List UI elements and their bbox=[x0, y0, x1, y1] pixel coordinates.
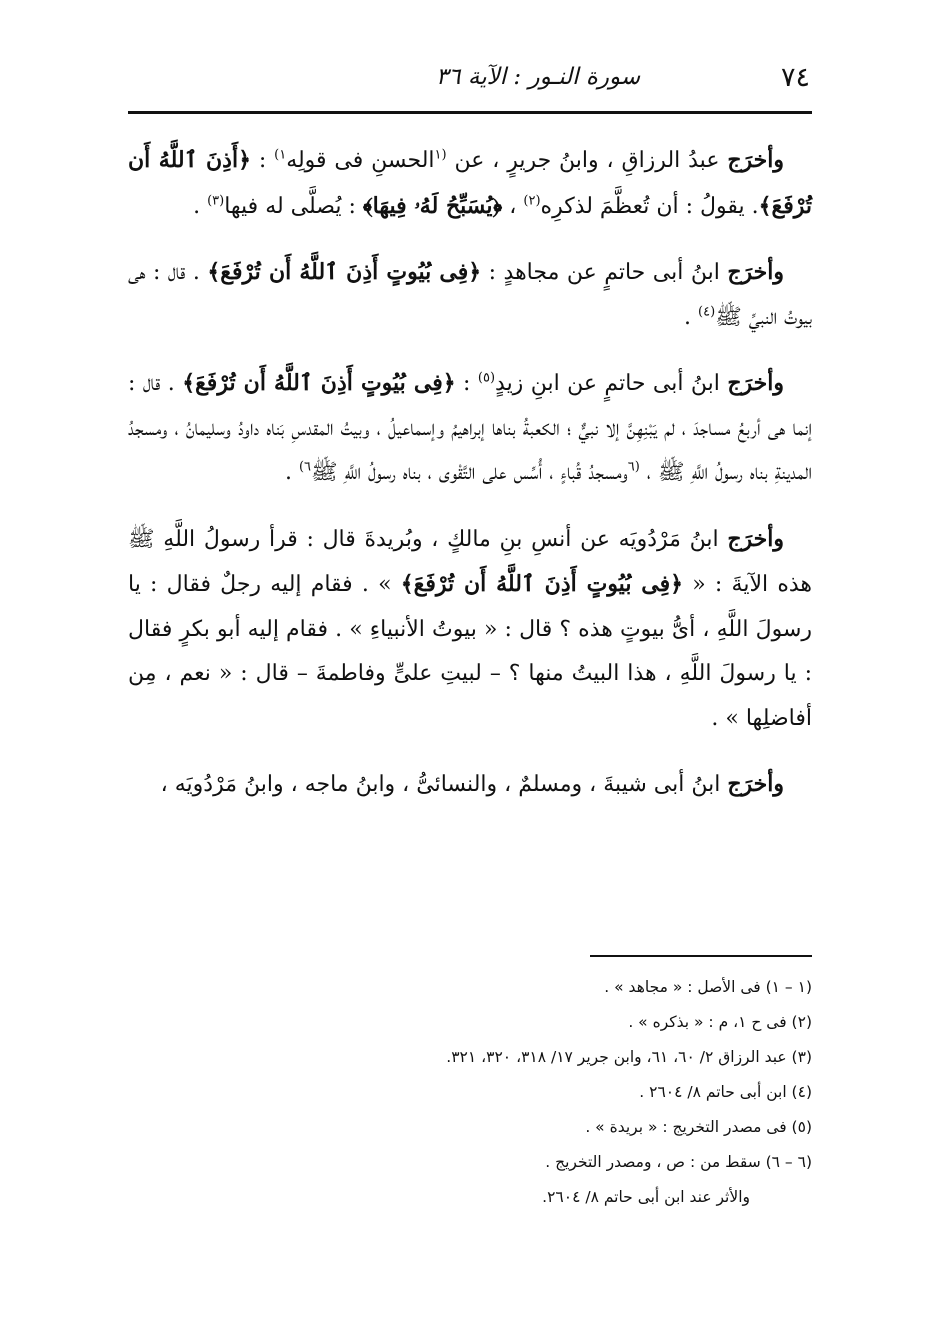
text-run: ابنُ أبى حاتمٍ عن مجاهدٍ : bbox=[481, 260, 728, 285]
main-text bbox=[128, 138, 812, 829]
footnote-5: (٥) فى مصدر التخريج : « بريدة » . bbox=[585, 1118, 812, 1136]
text-run: ابنُ مَرْدُويَه عن أنسِ بنِ مالكٍ ، وبُريدةَ قال : قرأ رسولُ اللَّهِ ﷺ هذه الآيةَ : « bbox=[128, 526, 812, 597]
paragraph-lead: وأخرَج bbox=[727, 370, 785, 396]
quran-quote: ﴿فِى بُيُوتٍ أَذِنَ ٱللَّهُ أَن تُرْفَعَ﴾ bbox=[400, 571, 684, 597]
footnote-4: (٤) ابن أبى حاتم ٨/ ٢٦٠٤ . bbox=[639, 1083, 812, 1101]
text-run: . bbox=[684, 304, 699, 330]
quran-quote: ﴿فِى بُيُوتٍ أَذِنَ ٱللَّهُ أَن تُرْفَعَ﴾ bbox=[182, 370, 456, 396]
footnote-rule bbox=[590, 955, 812, 957]
text-run: : bbox=[455, 371, 478, 396]
text-run: . bbox=[284, 460, 299, 485]
paragraph-3 bbox=[128, 361, 812, 496]
footnote-2: (٢) فى ح ١، م : « بذكره » . bbox=[628, 1013, 812, 1031]
text-run: . قال : هى بيوتُ النبيِّ ﷺ bbox=[128, 260, 812, 330]
footnote-6-continuation: والأثر عند ابن أبى حاتم ٨/ ٢٦٠٤. bbox=[542, 1188, 750, 1206]
paragraph-2 bbox=[128, 250, 812, 340]
footnote-marker: (٦ bbox=[627, 459, 640, 475]
footnote-marker: (١ bbox=[434, 147, 447, 163]
page-header bbox=[128, 58, 812, 108]
text-run: » . فقام إليه رجلٌ فقال : يا رسولَ اللَّهِ ، أىُّ بيوتٍ هذه ؟ قال : « بيوتُ الأنبياءِ » . فقام إليه أبو بكرٍ فقال : يا رسولَ اللَّهِ ، هذا البيتُ منها ؟ – لبيتِ علىٍّ وفاطمةَ – قال : « نعم ، مِن أفاضلِها » . bbox=[128, 572, 812, 731]
paragraph-1 bbox=[128, 138, 812, 229]
text-run: ابنُ أبى شيبةَ ، ومسلمٌ ، والنسائىُّ ، وابنُ ماجه ، وابنُ مَرْدُويَه ، bbox=[160, 772, 728, 797]
text-run: ، bbox=[502, 193, 524, 219]
footnote-marker: ٦) bbox=[298, 459, 312, 475]
quran-quote: ﴿يُسَبِّحُ لَهُۥ فِيهَا﴾ bbox=[362, 192, 503, 219]
paragraph-lead: وأخرَج bbox=[727, 771, 784, 797]
footnote-marker: (٢) bbox=[523, 193, 541, 209]
running-title: سورة النـور : الآية ٣٦ bbox=[435, 64, 641, 90]
text-run: ابنُ أبى حاتمٍ عن ابنِ زيدٍ bbox=[495, 371, 728, 396]
text-run: : bbox=[250, 148, 275, 173]
quran-quote: ﴿فِى بُيُوتٍ أَذِنَ ٱللَّهُ أَن تُرْفَعَ﴾ bbox=[207, 259, 482, 285]
footnote-marker: (٥) bbox=[477, 370, 496, 386]
paragraph-lead: وأخرَج bbox=[727, 525, 784, 552]
page-number: ٧٤ bbox=[780, 62, 810, 93]
text-run: . يقولُ : أن تُعظَّمَ لذكرِه bbox=[540, 193, 759, 219]
paragraph-lead: وأخرَج bbox=[727, 147, 784, 173]
quran-quote: ﴿أَذِنَ ٱللَّهُ أَن تُرْفَعَ﴾ bbox=[128, 147, 812, 219]
text-run: ومسجدُ قُباءٍ ، أُسِّس على التَّقْوى ، بناه رسولُ اللَّهِ ﷺ bbox=[311, 460, 628, 485]
text-run: . قال : إنما هى أربعُ مساجدَ ، لم يَبْنِهِنَّ إلا نبيٌّ ؛ الكعبةُ بناها إبراهيمُ وإسماعيلُ ، وبيتُ المقدسِ بَناه داودُ وسليمانُ ، ومسجدُ المدينةِ بناه رسولُ اللَّهِ ﷺ ، bbox=[128, 371, 812, 485]
header-rule bbox=[128, 111, 812, 114]
paragraph-5 bbox=[128, 762, 812, 808]
text-run: : يُصلَّى له فيها bbox=[224, 193, 363, 219]
text-run: الحسنِ فى قولِه bbox=[286, 148, 435, 173]
paragraph-lead: وأخرَج bbox=[727, 259, 784, 285]
text-run: عبدُ الرزاقِ ، وابنُ جريرٍ ، عن bbox=[446, 148, 728, 173]
footnote-1: (١ – ١) فى الأصل : « مجاهد » . bbox=[604, 978, 812, 996]
footnote-3: (٣) عبد الرزاق ٢/ ٦٠، ٦١، وابن جرير ١٧/ ٣١٨، ٣٢٠، ٣٢١. bbox=[446, 1048, 812, 1066]
footnote-marker: (٣) bbox=[207, 193, 225, 209]
footnotes bbox=[260, 970, 812, 1215]
paragraph-4 bbox=[128, 517, 812, 742]
footnote-marker: (٤) bbox=[698, 304, 716, 320]
footnote-6: (٦ – ٦) سقط من : ص ، ومصدر التخريج . bbox=[545, 1153, 812, 1171]
footnote-marker: ١) bbox=[274, 147, 287, 163]
text-run: . bbox=[193, 193, 208, 219]
